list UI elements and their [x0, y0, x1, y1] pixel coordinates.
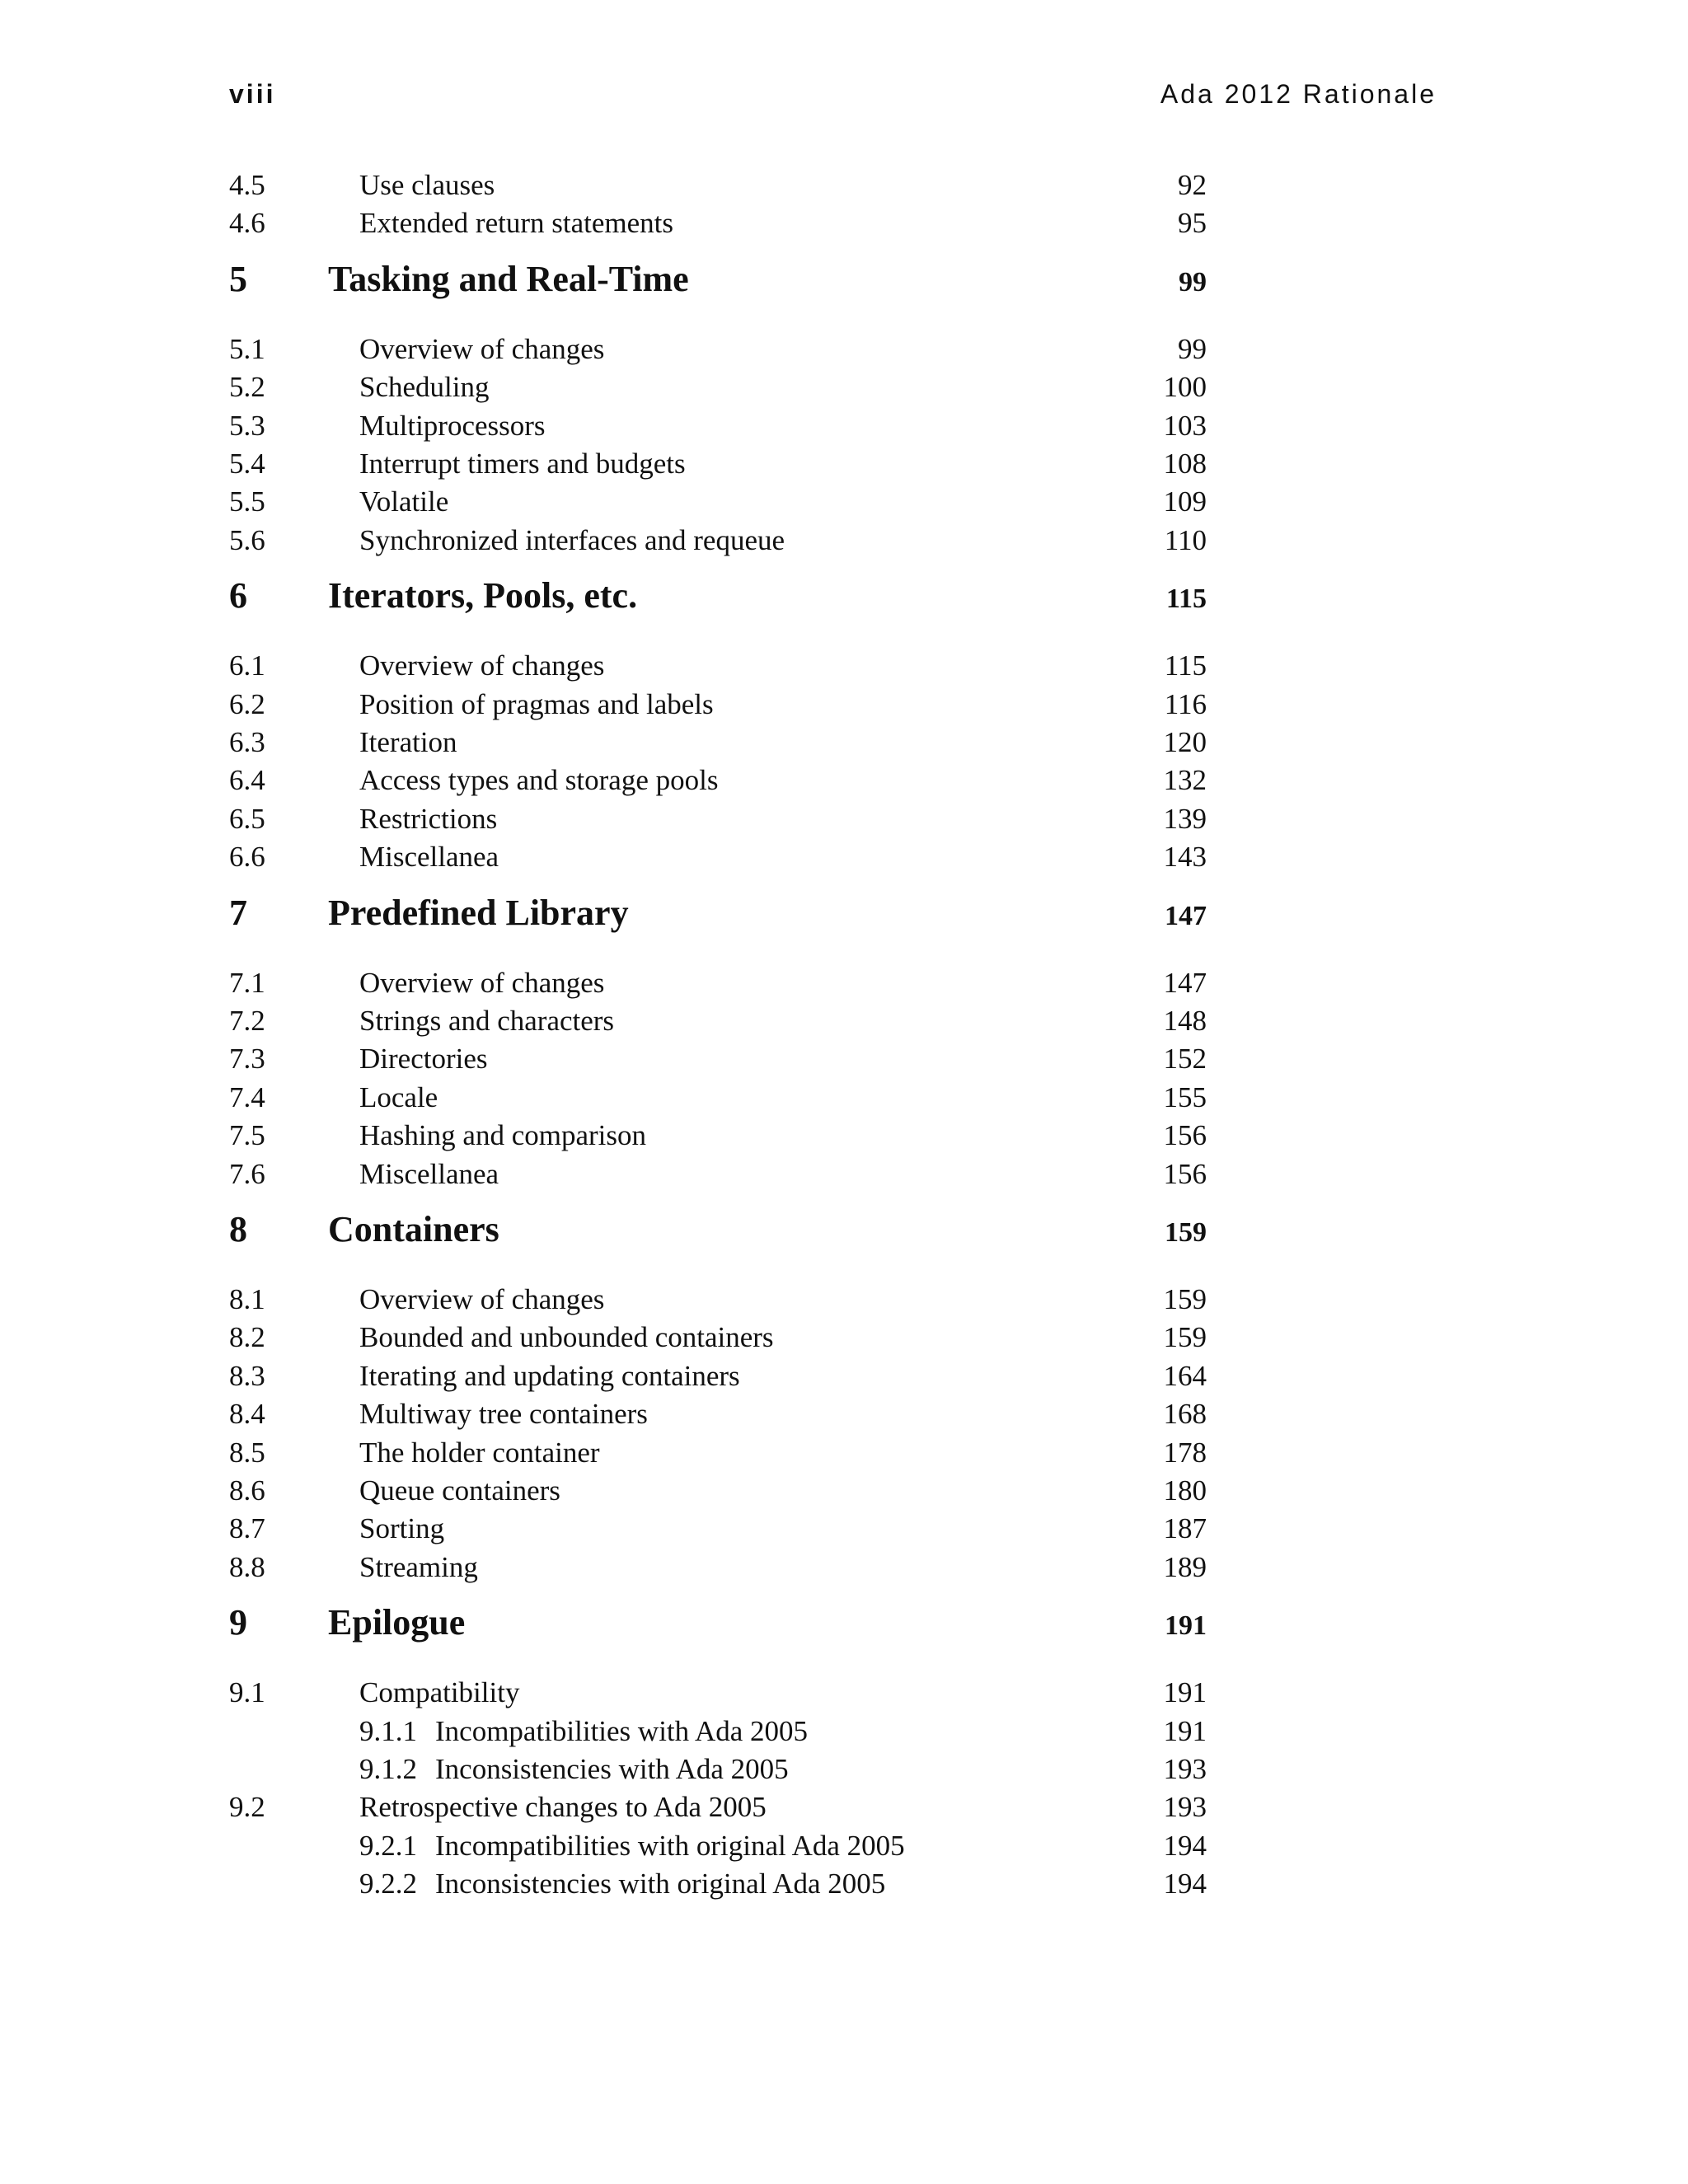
toc-entry-number: 8.5	[229, 1436, 265, 1469]
toc-entry-title: Bounded and unbounded containers	[359, 1321, 774, 1354]
toc-entry-page: 155	[1163, 1080, 1207, 1113]
toc-entry-title: Streaming	[359, 1550, 478, 1583]
toc-entry-number: 7.6	[229, 1157, 265, 1190]
toc-entry-page: 156	[1163, 1157, 1207, 1190]
toc-entry-title	[359, 1713, 808, 1750]
toc-subsection-entry[interactable]	[229, 1865, 1207, 1915]
toc-entry-number: 5.3	[229, 409, 265, 442]
toc-entry-page: 99	[1179, 266, 1207, 298]
toc-entry-number: 8.8	[229, 1550, 265, 1583]
toc-subsection-title: Incompatibilities with original Ada 2005	[435, 1829, 905, 1862]
toc-entry-number: 5.6	[229, 523, 265, 556]
toc-entry-title: Multiprocessors	[359, 409, 546, 442]
toc-entry-page: 159	[1165, 1217, 1207, 1248]
toc-entry-title: Multiway tree containers	[359, 1398, 648, 1431]
toc-entry-page: 139	[1163, 802, 1207, 835]
toc-subsection-title: Incompatibilities with Ada 2005	[435, 1714, 809, 1747]
toc-entry-number: 8.7	[229, 1512, 265, 1545]
toc-entry-number: 7	[229, 892, 247, 933]
toc-entry-page: 147	[1165, 900, 1207, 931]
toc-entry-page: 178	[1163, 1436, 1207, 1469]
toc-entry-number: 6.6	[229, 841, 265, 874]
toc-entry-number: 6.5	[229, 802, 265, 835]
toc-entry-number: 8.4	[229, 1398, 265, 1431]
toc-section-entry[interactable]	[229, 522, 1207, 571]
toc-entry-number: 9	[229, 1602, 247, 1643]
toc-entry-title: Strings and characters	[359, 1005, 615, 1037]
toc-entry-title: Restrictions	[359, 802, 498, 835]
toc-entry-page: 115	[1165, 583, 1207, 615]
toc-entry-number: 4.6	[229, 207, 265, 240]
toc-entry-page: 120	[1163, 726, 1207, 758]
toc-entry-number: 7.4	[229, 1080, 265, 1113]
toc-section-entry[interactable]	[229, 204, 1207, 254]
page-number: viii	[229, 79, 276, 109]
toc-entry-title: Synchronized interfaces and requeue	[359, 523, 785, 556]
toc-entry-title: Overview of changes	[359, 966, 605, 999]
toc-subsection-number: 9.2.2	[359, 1868, 417, 1900]
toc-subsection-number: 9.1.1	[359, 1714, 417, 1747]
toc-entry-title: Volatile	[359, 485, 449, 518]
toc-chapter-entry[interactable]	[229, 1598, 1207, 1647]
toc-entry-title: Iterators, Pools, etc.	[328, 575, 638, 616]
toc-entry-page: 187	[1163, 1512, 1207, 1545]
toc-entry-page: 100	[1163, 371, 1207, 404]
toc-entry-page: 168	[1163, 1398, 1207, 1431]
toc-entry-title	[359, 1865, 885, 1903]
toc-entry-number: 8.3	[229, 1359, 265, 1392]
toc-entry-title: Overview of changes	[359, 1283, 605, 1315]
toc-subsection-number: 9.2.1	[359, 1829, 417, 1862]
toc-entry-page: 189	[1163, 1550, 1207, 1583]
toc-entry-page: 115	[1164, 649, 1207, 682]
toc-entry-page: 143	[1163, 841, 1207, 874]
toc-entry-title: Miscellanea	[359, 1157, 499, 1190]
toc-entry-number: 5.5	[229, 485, 265, 518]
toc-entry-title: Use clauses	[359, 169, 495, 201]
toc-entry-title: Queue containers	[359, 1474, 560, 1507]
toc-entry-title: Predefined Library	[328, 892, 629, 933]
toc-entry-page: 191	[1163, 1714, 1207, 1747]
toc-section-entry[interactable]	[229, 1549, 1207, 1598]
toc-entry-page: 180	[1163, 1474, 1207, 1507]
toc-entry-page: 110	[1164, 523, 1207, 556]
toc-entry-title: Iteration	[359, 726, 457, 758]
toc-entry-title: Locale	[359, 1080, 438, 1113]
toc-entry-title: Miscellanea	[359, 841, 499, 874]
toc-chapter-entry[interactable]	[229, 255, 1207, 304]
toc-entry-page: 108	[1163, 448, 1207, 480]
toc-entry-number: 6	[229, 575, 247, 616]
toc-entry-number: 5.1	[229, 332, 265, 365]
toc-entry-page: 156	[1163, 1119, 1207, 1152]
toc-entry-page: 193	[1163, 1753, 1207, 1785]
toc-entry-page: 116	[1164, 687, 1207, 720]
toc-chapter-entry[interactable]	[229, 888, 1207, 938]
toc-entry-title: Tasking and Real-Time	[328, 258, 689, 299]
toc-entry-title: Iterating and updating containers	[359, 1359, 740, 1392]
toc-entry-number: 8.1	[229, 1283, 265, 1315]
toc-entry-page: 103	[1163, 409, 1207, 442]
running-header-title: Ada 2012 Rationale	[1160, 79, 1437, 109]
toc-entry-title	[359, 1750, 789, 1788]
toc-subsection-number: 9.1.2	[359, 1753, 417, 1785]
toc-entry-number: 8	[229, 1209, 247, 1249]
toc-entry-title: Interrupt timers and budgets	[359, 448, 686, 480]
toc-entry-page: 159	[1163, 1321, 1207, 1354]
toc-section-entry[interactable]	[229, 1155, 1207, 1205]
toc-entry-page: 191	[1165, 1610, 1207, 1642]
toc-entry-title: The holder container	[359, 1436, 600, 1469]
toc-entry-page: 99	[1178, 332, 1207, 365]
toc-entry-number: 6.1	[229, 649, 265, 682]
toc-chapter-entry[interactable]	[229, 571, 1207, 621]
toc-entry-title: Sorting	[359, 1512, 445, 1545]
toc-entry-number: 5	[229, 258, 247, 299]
toc-entry-number: 7.3	[229, 1043, 265, 1076]
toc-entry-title: Epilogue	[328, 1602, 466, 1643]
toc-entry-number: 9.1	[229, 1676, 265, 1709]
toc-entry-number: 5.2	[229, 371, 265, 404]
toc-entry-number: 8.6	[229, 1474, 265, 1507]
toc-entry-page: 159	[1163, 1283, 1207, 1315]
toc-entry-title	[359, 1827, 905, 1865]
toc-entry-title: Scheduling	[359, 371, 490, 404]
toc-entry-number: 6.2	[229, 687, 265, 720]
toc-entry-number: 7.1	[229, 966, 265, 999]
toc-entry-number: 7.2	[229, 1005, 265, 1037]
toc-entry-page: 193	[1163, 1791, 1207, 1824]
toc-entry-page: 164	[1163, 1359, 1207, 1392]
toc-entry-title: Hashing and comparison	[359, 1119, 646, 1152]
toc-entry-title: Overview of changes	[359, 649, 605, 682]
toc-entry-title: Compatibility	[359, 1676, 520, 1709]
toc-entry-title: Directories	[359, 1043, 488, 1076]
toc-entry-page: 148	[1163, 1005, 1207, 1037]
toc-entry-page: 132	[1163, 764, 1207, 797]
toc-entry-page: 191	[1163, 1676, 1207, 1709]
toc-entry-title: Access types and storage pools	[359, 764, 719, 797]
toc-entry-number: 9.2	[229, 1791, 265, 1824]
toc-entry-page: 92	[1178, 169, 1207, 201]
toc-entry-number: 5.4	[229, 448, 265, 480]
toc-entry-title: Position of pragmas and labels	[359, 687, 714, 720]
toc-entry-title: Extended return statements	[359, 207, 673, 240]
toc-entry-title: Containers	[328, 1209, 499, 1249]
toc-entry-page: 194	[1163, 1829, 1207, 1862]
toc-entry-page: 147	[1163, 966, 1207, 999]
toc-entry-title: Retrospective changes to Ada 2005	[359, 1791, 767, 1824]
toc-entry-number: 4.5	[229, 169, 265, 201]
toc-entry-page: 152	[1163, 1043, 1207, 1076]
toc-subsection-title: Inconsistencies with Ada 2005	[435, 1753, 789, 1785]
toc-subsection-title: Inconsistencies with original Ada 2005	[435, 1868, 886, 1900]
toc-entry-title: Overview of changes	[359, 332, 605, 365]
toc-entry-page: 194	[1163, 1868, 1207, 1900]
toc-entry-number: 6.3	[229, 726, 265, 758]
toc-entry-page: 95	[1178, 207, 1207, 240]
toc-entry-number: 8.2	[229, 1321, 265, 1354]
toc-section-entry[interactable]	[229, 838, 1207, 888]
toc-entry-number: 7.5	[229, 1119, 265, 1152]
toc-entry-page: 109	[1163, 485, 1207, 518]
toc-chapter-entry[interactable]	[229, 1205, 1207, 1254]
toc-entry-number: 6.4	[229, 764, 265, 797]
